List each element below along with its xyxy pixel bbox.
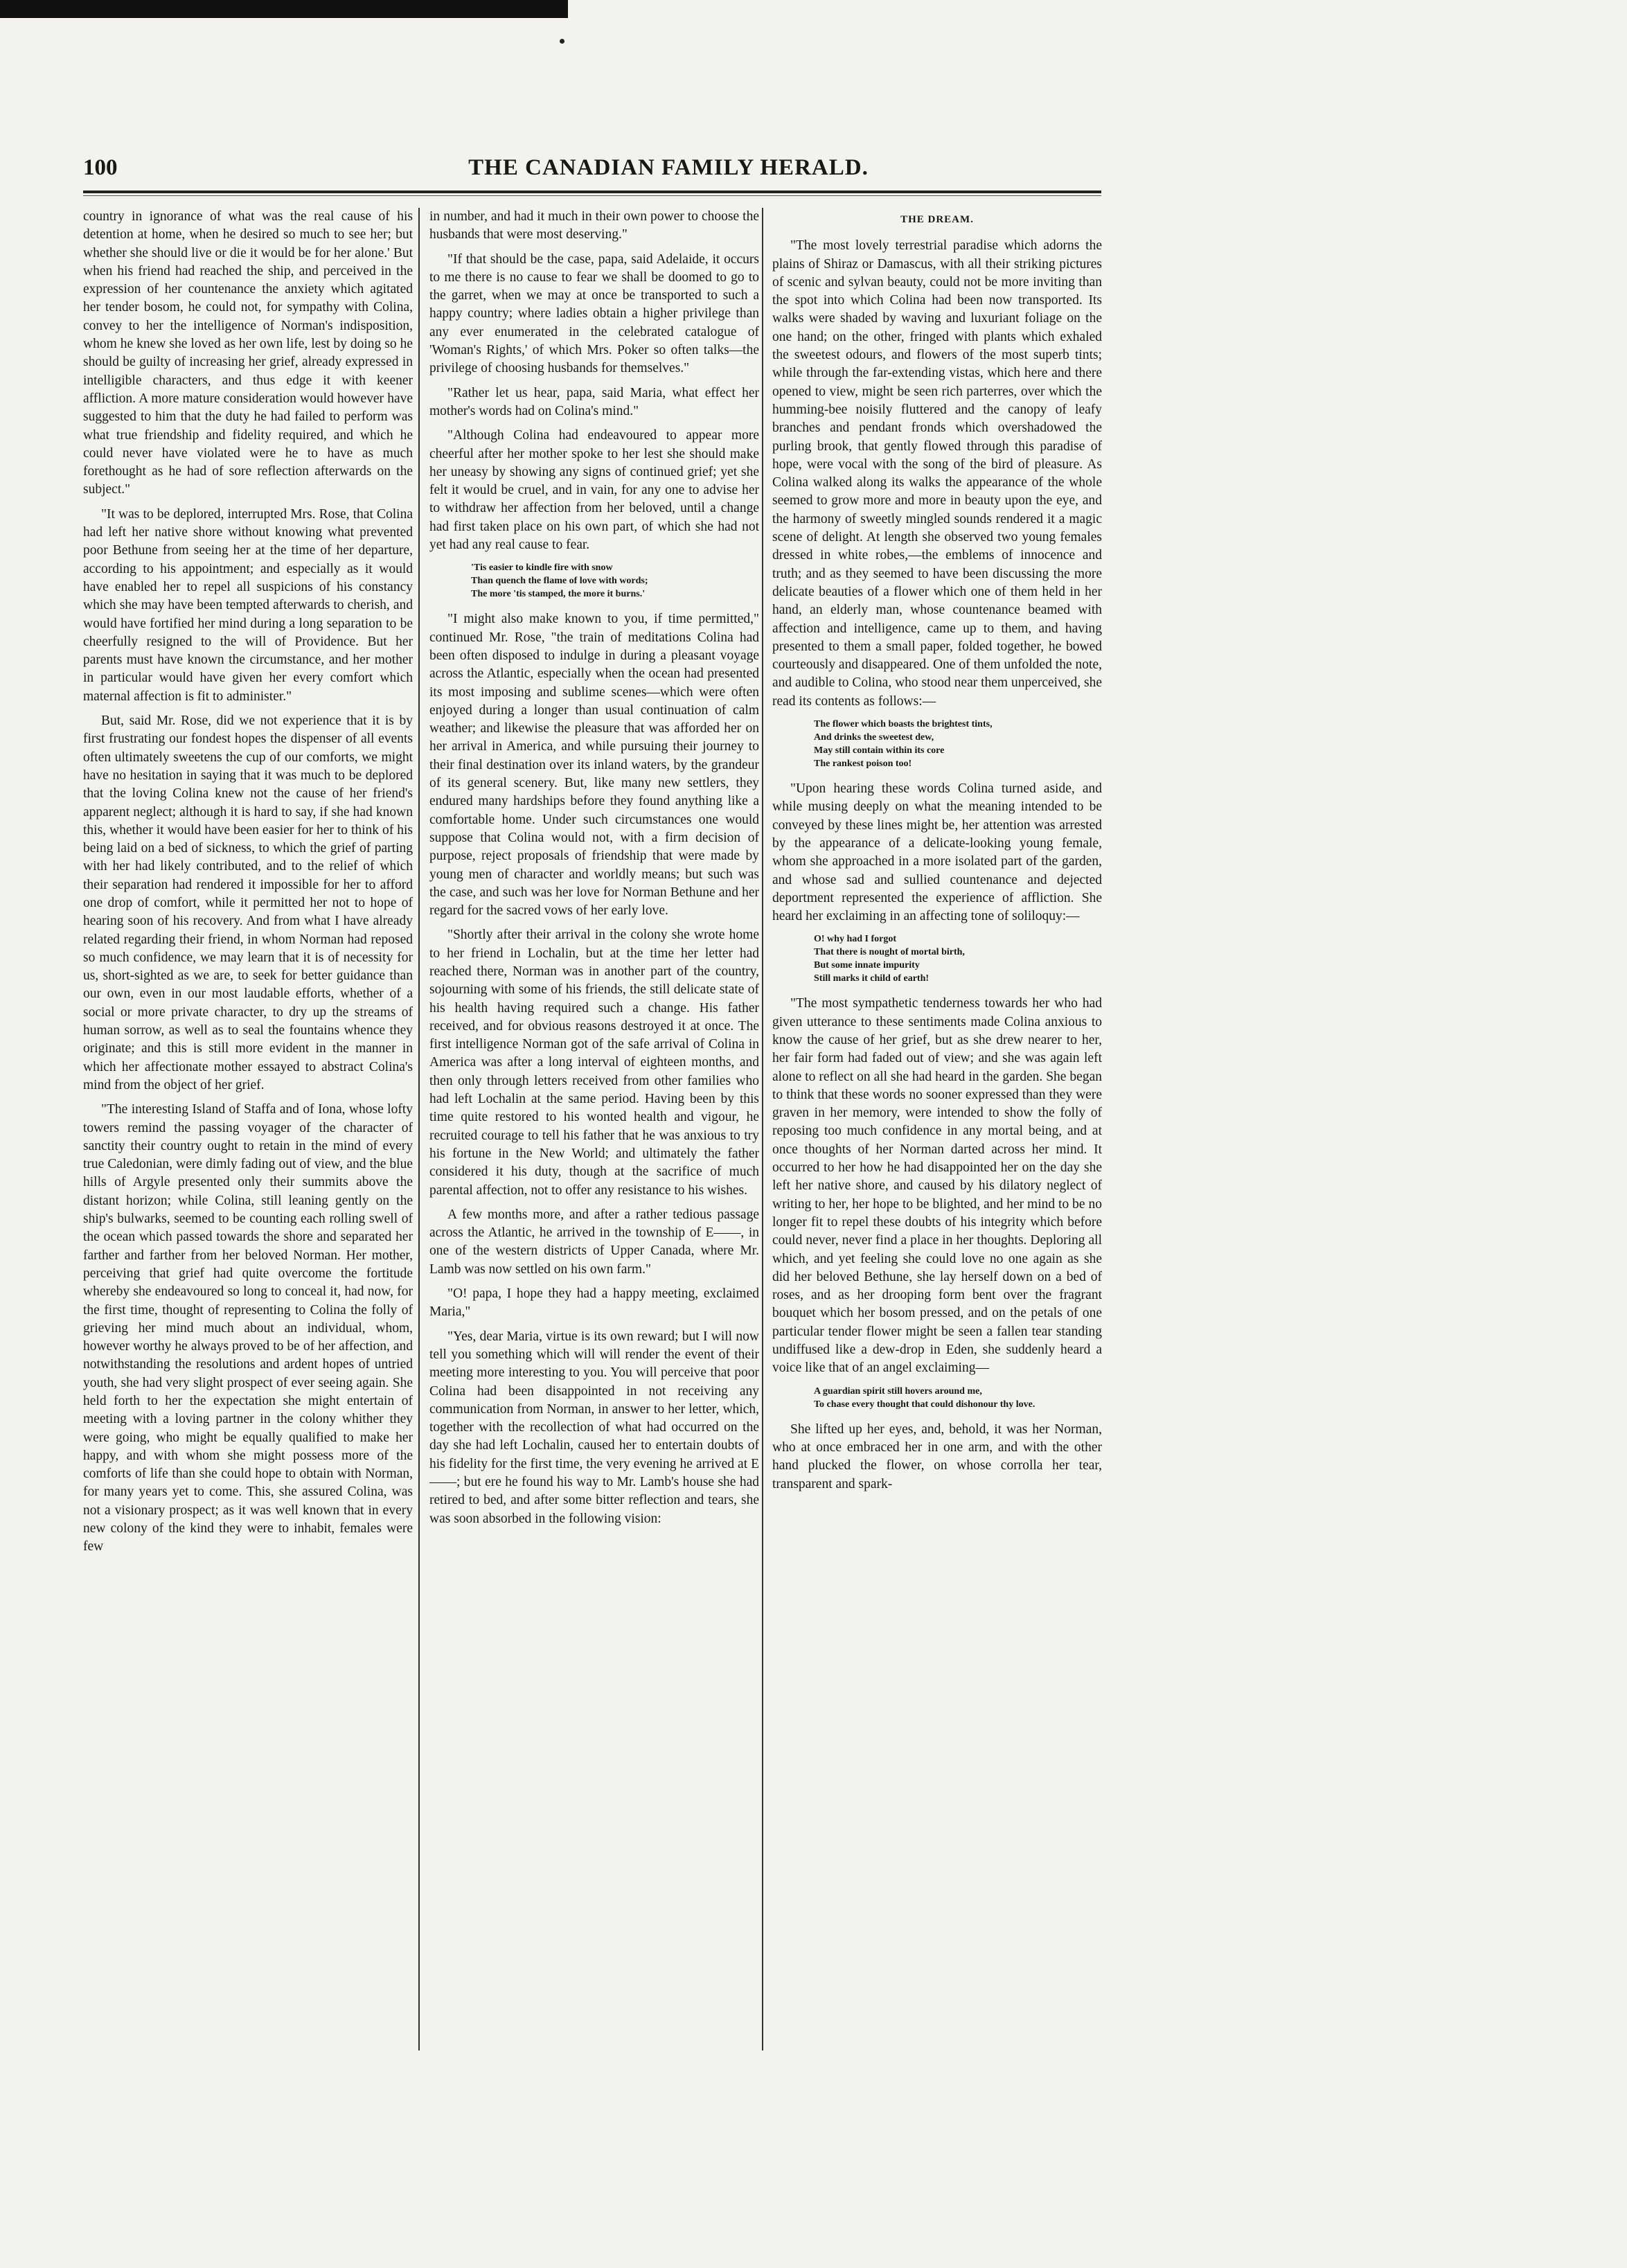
page-header — [83, 155, 1101, 183]
paragraph: "The most lovely terrestrial paradise which adorns the plains of Shiraz or Damascus, with all their striking pictures of scenic and sylvan beauty, could not be more inviting than the spot into which Colina had been now transported. Its walks were shaded by waving and luxuriant foliage on the one hand; on the other, fringed with plants which exhaled the sweetest odours, and flowers of the most superb tints; while through the far-extending vistas, which here and there opened to view, might be seen rich parterres, over which the humming-bee noisily fluttered and the canopy of leafy branches and pendant fronds which overshadowed the purling brook, that gently flowed through this paradise of hope, were vocal with the song of the bird of pleasure. As Colina walked along its walks the appearance of the whole seemed to grow more and more in beauty upon the eye, and the harmony of sweetly mingled sounds rendered it a magic scene of delight. At length she observed two young females dressed in white robes,—the emblems of innocence and truth; and as they seemed to have been discussing the more delicate beauties of a flower which one of them held in her hand, an elderly man, whose countenance beamed with affection and intelligence, came up to them, and having presented to them a small paper, folded together, he bowed courteously and disappeared. One of them unfolded the note, and audible to Colina, who stood near them unperceived, she read its contents as follows:— — [772, 238, 1102, 709]
column-1 — [83, 208, 413, 2050]
column-divider-2 — [762, 208, 763, 2050]
paragraph: country in ignorance of what was the real cause of his detention at home, when he desired so much to see her; but whether she should live or die it would be for her alone.' But when his friend had reached the ship, and perceived in the expression of her countenance the anxiety which agitated her tender bosom, he could not, for sympathy with Colina, convey to her the intelligence of Norman's indisposition, whom he knew she loved as her own life, lest by doing so he should be guilty of increasing her grief, already expressed in intelligible characters, and thus edge it with keener affliction. A more mature consideration would however have suggested to him that the duty he had failed to perform was what true friendship and fidelity required, and which he could never have violated were he to have as much forethought as he had of sore reflection afterwards on the subject." — [83, 209, 413, 497]
paragraph: "O! papa, I hope they had a happy meeting, exclaimed Maria," — [429, 1286, 759, 1320]
verse-line: That there is nought of mortal birth, — [814, 947, 965, 958]
paragraph: in number, and had it much in their own power to choose the husbands that were most deserving." — [429, 209, 759, 242]
paragraph: "It was to be deplored, interrupted Mrs. Rose, that Colina had left her native shore without knowing what prevented poor Bethune from seeing her at the time of her departure, according to his appointment; and especially as it would have enabled her to repel all suspicions of his constancy which she may have been tempted afterwards to cherish, and would have fortified her mind during a long separation to be cheerfully resigned to the will of Providence. But her parents must have known the circumstance, and her mother in particular would have given her every comfort which maternal affection is fit to administer." — [83, 506, 413, 704]
verse-line: The more 'tis stamped, the more it burns.' — [471, 589, 646, 600]
paragraph: "Shortly after their arrival in the colony she wrote home to her friend in Lochalin, but at the time her letter had reached there, Norman was in another part of the country, sojourning with some of his friends, the still delicate state of his health having required such a change. His father received, and for obvious reasons destroyed it at once. The first intelligence Norman got of the safe arrival of Colina in America was after a long interval of eighteen months, and then only through letters received from other families who had left Lochalin at the same period. Having been by this time quite restored to his wonted health and vigour, he recruited courage to tell his father that he was anxious to try his fortune in the New World; and ultimately the father considered it his duty, though at the sacrifice of much parental affection, not to offer any resistance to his wishes. — [429, 928, 759, 1198]
ink-dot — [560, 39, 564, 44]
verse-line: But some innate impurity — [814, 960, 920, 971]
page-number: 100 — [83, 155, 118, 180]
paragraph: "If that should be the case, papa, said Adelaide, it occurs to me there is no cause to fear we shall be doomed to go to the garret, when we may at once be transported to such a happy country; where ladies obtain a higher privilege than any ever enumerated in the celebrated catalogue of 'Woman's Rights,' of which Mrs. Poker so often talks—the privilege of choosing husbands for themselves." — [429, 251, 759, 376]
verse-couplet — [814, 1385, 1102, 1411]
verse-line: O! why had I forgot — [814, 934, 897, 945]
paragraph: "Yes, dear Maria, virtue is its own reward; but I will now tell you something which will will render the event of their meeting more interesting to you. You will perceive that poor Colina had been disappointed in not receiving any communication from Norman, in answer to her letter, which, together with the recollection of what had occurred on the day she had left Lochalin, caused her to entertain doubts of his fidelity for the first time, the very evening he arrived at E——; but ere he found his way to Mr. Lamb's house she had retired to bed, and after some bitter reflection and tears, she was soon absorbed in the following vision: — [429, 1329, 759, 1526]
verse-line: 'Tis easier to kindle fire with snow — [471, 562, 613, 574]
verse-quote — [471, 561, 759, 601]
verse-line: The flower which boasts the brightest tints, — [814, 719, 993, 730]
verse-line: Still marks it child of earth! — [814, 973, 930, 984]
verse-poem — [814, 932, 1102, 985]
verse-line: To chase every thought that could dishonour thy love. — [814, 1399, 1035, 1410]
paragraph: "Upon hearing these words Colina turned aside, and while musing deeply on what the meaning intended to be conveyed by these lines might be, her attention was arrested by the appearance of a delicate-looking young female, whom she approached in a more isolated part of the garden, and whose sad and sullied countenance and dejected deportment represented the experience of affliction. She heard her exclaiming in an affecting tone of soliloquy:— — [772, 781, 1102, 924]
paragraph: She lifted up her eyes, and, behold, it was her Norman, who at once embraced her in one arm, and with the other hand plucked the flower, on whose corrolla her tear, transparent and spark- — [772, 1421, 1102, 1491]
paragraph: "Rather let us hear, papa, said Maria, what effect her mother's words had on Colina's mind." — [429, 385, 759, 418]
paragraph: A few months more, and after a rather tedious passage across the Atlantic, he arrived in the township of E——, in one of the western districts of Upper Canada, where Mr. Lamb was now settled on his own farm." — [429, 1207, 759, 1277]
paragraph: But, said Mr. Rose, did we not experience that it is by first frustrating our fondest hopes the dispenser of all events often ultimately sweetens the cup of our comforts, we might have no hesitation in saying that it was much to be deplored that the loving Colina knew not the cause of her friend's apparent neglect; although it is hard to say, if she had known this, whether it would have been easier for her to think of his being laid on a bed of sickness, to which the grief of parting with her had likely contributed, and to the relief of which their separation had rendered it impossible for her to afford one drop of comfort, while it permitted her not to hope of hearing soon of his recovery. And from what I have already related regarding their friend, in whom Norman had reposed so much confidence, we may learn that it is of necessity for us, short-sighted as we are, to seek for better guidance than our own, even in our most laudable efforts, whether of a social or more private character, to dry up the streams of human sorrow, as well as to seal the fountains whence they originate; and this is still more evident in the manner in which her affectionate mother essayed to abstract Colina's mind from the object of her grief. — [83, 714, 413, 1092]
column-divider-1 — [418, 208, 420, 2050]
paragraph: "The interesting Island of Staffa and of Iona, whose lofty towers remind the passing voyager of the character of sanctity their country ought to retain in the mind of every true Caledonian, were dimly fading out of view, and the blue hills of Argyle presented only their summits above the distant horizon; while Colina, still leaning gently on the ship's bulwarks, seemed to be counting each rolling swell of the ocean which passed towards the shore and separated her farther and farther from her beloved Norman. Her mother, perceiving that grief had quite overcome the fortitude whereby she endeavoured so long to conceal it, had now, for the first time, thought of representing to Colina the folly of grieving her mind much about an individual, whom, however worthy he always proved to be of her affection, and notwithstanding the resolutions and ardent hopes of untried youth, she had very slight prospect of ever seeing again. She held forth to her the expectation she might entertain of meeting with a loving partner in the colony whither they were going, who might be equally qualified to make her happy, and with whom she might possess more of the comforts of life than she could hope to obtain with Norman, for many years yet to come. This, she assured Colina, was not a visionary prospect; as it was well known that in every new colony of the kind they were to inhabit, females were few — [83, 1102, 413, 1554]
paragraph: "The most sympathetic tenderness towards her who had given utterance to these sentiments made Colina anxious to know the cause of her grief, but as she drew nearer to her, her fair form had faded out of view; and she was again left alone to reflect on all she had heard in the garden. She began to think that these words no sooner expressed than they were graven in her memory, were intended to show the folly of reposing too much confidence in any mortal being, and at once thoughts of her Norman darted across her mind. It occurred to her how he had disappointed her on the day she left her native shore, and caused by his dilatory neglect of writing to her, her hope to be blighted, and her mind to be no longer fit to repel these doubts of his integrity which before could never, never find a place in her thoughts. Deploring all which, and yet feeling she could love no one again as she did her beloved Bethune, she lay herself down on a bed of roses, and as her drooping form bent over the fragrant bouquet which her bosom pressed, and on the petals of one particular tender flower might be seen a fallen tear standing undiffused like a dew-drop in Eden, she suddenly heard a voice like that of an angel exclaiming— — [772, 996, 1102, 1376]
column-2 — [429, 208, 759, 2050]
column-3 — [772, 208, 1102, 2050]
section-title: THE DREAM. — [900, 214, 974, 225]
verse-line: May still contain within its core — [814, 745, 945, 756]
paragraph: "I might also make known to you, if time permitted," continued Mr. Rose, "the train of meditations Colina had been often disposed to indulge in during a pleasant voyage across the Atlantic, especially when the ocean had presented its most imposing and sublime scenes—which were often enjoyed during a longer than usual continuation of calm weather; and likewise the pleasure that was afforded her on her arrival in America, and while pursuing their journey to their final destination over its inland waters, by the grandeur of its general scenery. But, like many new settlers, they endured many hardships before they found anything like a comfortable home. Under such circumstances one would suppose that Colina would not, with a firm decision of purpose, reject proposals of friendship that were made by young men of character and worldly means; but such was the case, and such was her love for Norman Bethune and her regard for the sacred vows of her early love. — [429, 612, 759, 919]
verse-line: Than quench the flame of love with words; — [471, 576, 648, 587]
page-title: THE CANADIAN FAMILY HERALD. — [468, 155, 869, 180]
header-rule — [83, 191, 1101, 193]
verse-poem — [814, 718, 1102, 770]
verse-line: And drinks the sweetest dew, — [814, 732, 934, 743]
header-rule-thin — [83, 195, 1101, 196]
verse-line: A guardian spirit still hovers around me, — [814, 1385, 982, 1397]
paragraph: "Although Colina had endeavoured to appear more cheerful after her mother spoke to her lest she should make her uneasy by showing any signs of continued grief; yet she felt it would be cruel, and in vain, for any one to advise her to withdraw her affection from her beloved, until a change had first taken place on his own part, of which she had not yet had any real cause to fear. — [429, 428, 759, 553]
top-edge-bar — [0, 0, 568, 18]
verse-line: The rankest poison too! — [814, 759, 912, 770]
